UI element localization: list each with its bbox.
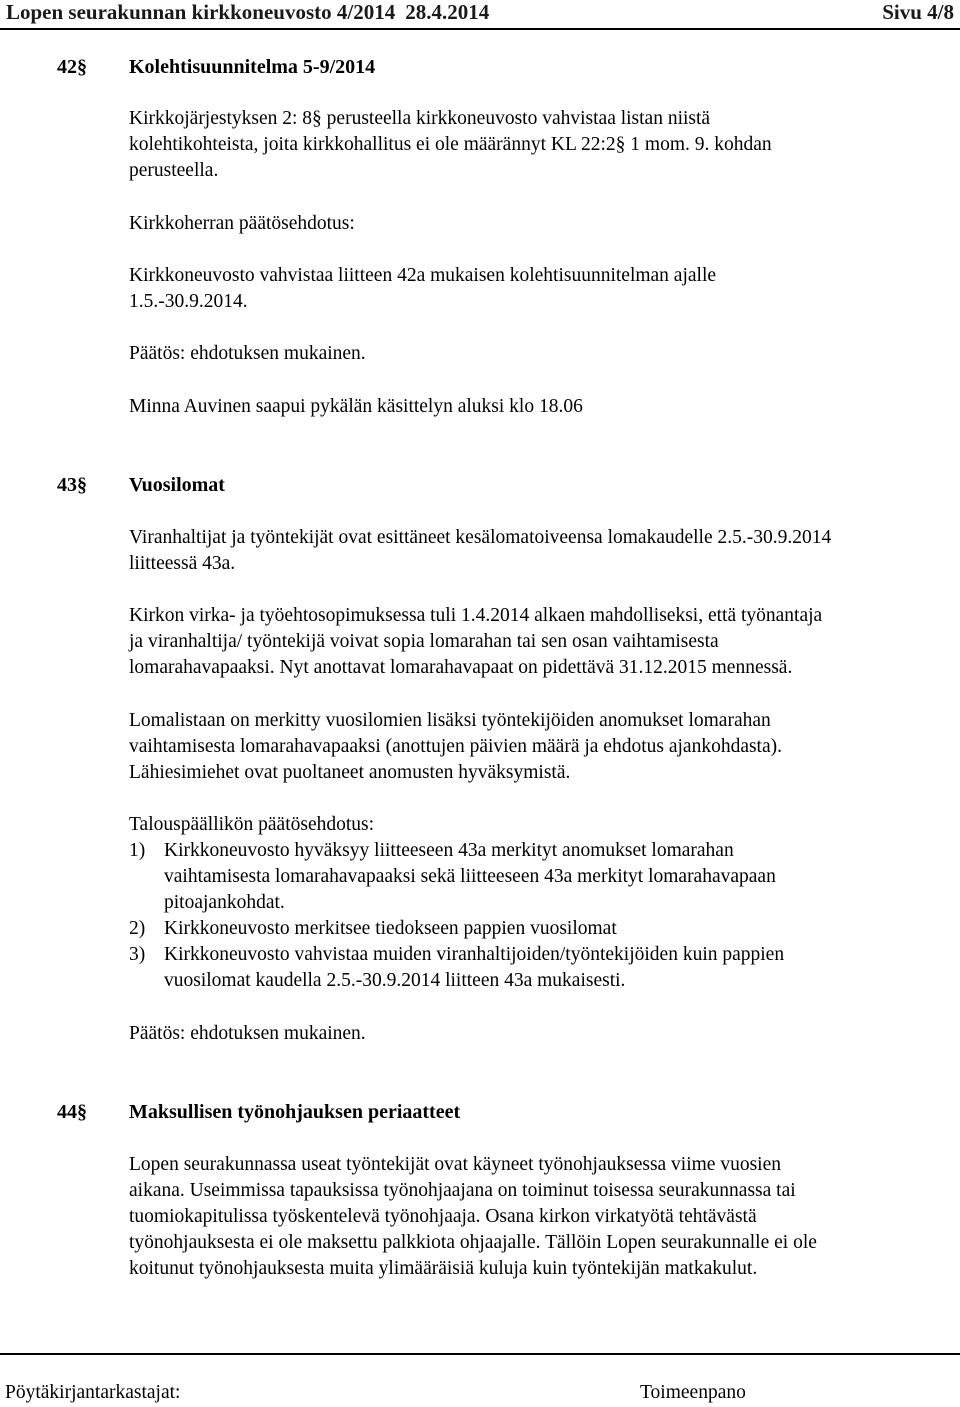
list-item-line: pitoajankohdat. xyxy=(164,892,285,913)
section-42-note: Minna Auvinen saapui pykälän käsittelyn aluksi klo 18.06 xyxy=(129,396,583,417)
section-44-line: Lopen seurakunnassa useat työntekijät ovat käyneet työnohjauksessa viime vuosien xyxy=(129,1154,782,1175)
section-43-line: vaihtamisesta lomarahavapaaksi (anottujen päivien määrä ja ehdotus ajankohdasta). xyxy=(129,736,783,757)
list-item-line: Kirkkoneuvosto hyväksyy liitteeseen 43a merkityt anomukset lomarahan xyxy=(164,840,734,861)
section-43-line: Lomalistaan on merkitty vuosilomien lisäksi työntekijöiden anomukset lomarahan xyxy=(129,710,771,731)
footer-rule xyxy=(0,1353,960,1355)
page-header xyxy=(0,0,960,30)
section-43-line: Viranhaltijat ja työntekijät ovat esittäneet kesälomatoiveensa lomakaudelle 2.5.-30.9.2014 xyxy=(129,527,832,548)
section-43-line: liitteessä 43a. xyxy=(129,553,236,574)
section-42-line: kolehtikohteista, joita kirkkohallitus ei ole määrännyt KL 22:2§ 1 mom. 9. kohdan xyxy=(129,134,772,155)
header-title-group xyxy=(6,0,489,25)
section-43-line: Lähiesimiehet ovat puoltaneet anomusten hyväksymistä. xyxy=(129,762,571,783)
section-44-title: Maksullisen työnohjauksen periaatteet xyxy=(129,1101,461,1123)
section-42-title: Kolehtisuunnitelma 5-9/2014 xyxy=(129,56,376,78)
header-page-number: Sivu 4/8 xyxy=(882,0,954,24)
section-43-number: 43§ xyxy=(57,474,87,496)
section-42-number: 42§ xyxy=(57,56,87,78)
section-43-line: lomarahavapaaksi. Nyt anottavat lomarahavapaat on pidettävä 31.12.2015 mennessä. xyxy=(129,657,793,678)
section-44-number: 44§ xyxy=(57,1101,87,1123)
section-42-line: Kirkkojärjestyksen 2: 8§ perusteella kirkkoneuvosto vahvistaa listan niistä xyxy=(129,108,711,129)
proposal-heading: Kirkkoherran päätösehdotus: xyxy=(129,213,355,234)
section-43-line: ja viranhaltija/ työntekijä voivat sopia lomarahan tai sen osan vaihtamisesta xyxy=(129,631,719,652)
list-item-line: vaihtamisesta lomarahavapaaksi sekä liitteeseen 43a merkityt lomarahavapaan xyxy=(164,866,776,887)
list-item-number: 3) xyxy=(129,944,146,965)
footer-implementation-label: Toimeenpano xyxy=(640,1382,746,1403)
section-43-line: Kirkon virka- ja työehtosopimuksessa tuli 1.4.2014 alkaen mahdolliseksi, että työnantaja xyxy=(129,605,823,626)
proposal-heading: Talouspäällikön päätösehdotus: xyxy=(129,814,375,835)
section-42-line: Kirkkoneuvosto vahvistaa liitteen 42a mukaisen kolehtisuunnitelman ajalle xyxy=(129,265,717,286)
section-42-line: 1.5.-30.9.2014. xyxy=(129,291,248,312)
list-item-line: Kirkkoneuvosto vahvistaa muiden viranhaltijoiden/työntekijöiden kuin pappien xyxy=(164,944,785,965)
footer-reviewers-label: Pöytäkirjantarkastajat: xyxy=(5,1382,181,1403)
list-item-line: Kirkkoneuvosto merkitsee tiedokseen pappien vuosilomat xyxy=(164,918,617,939)
section-44-line: koitunut työnohjauksesta muita ylimääräisiä kuluja kuin työntekijän matkakulut. xyxy=(129,1258,758,1279)
header-date: 28.4.2014 xyxy=(405,0,490,24)
section-44-line: työnohjauksesta ei ole maksettu palkkiota ohjaajalle. Tällöin Lopen seurakunnalle ei ole xyxy=(129,1232,817,1253)
header-rule xyxy=(0,28,960,30)
decision-text: Päätös: ehdotuksen mukainen. xyxy=(129,343,366,364)
decision-text: Päätös: ehdotuksen mukainen. xyxy=(129,1023,366,1044)
list-item-number: 2) xyxy=(129,918,146,939)
list-item-line: vuosilomat kaudella 2.5.-30.9.2014 liitteen 43a mukaisesti. xyxy=(164,970,626,991)
header-title: Lopen seurakunnan kirkkoneuvosto 4/2014 xyxy=(6,0,396,24)
section-44-line: aikana. Useimmissa tapauksissa työnohjaajana on toiminut toisessa seurakunnassa tai xyxy=(129,1180,796,1201)
section-43-title: Vuosilomat xyxy=(129,474,225,496)
section-42-line: perusteella. xyxy=(129,160,219,181)
list-item-number: 1) xyxy=(129,840,146,861)
section-44-line: tuomiokapitulissa työskentelevä työnohjaaja. Osana kirkon virkatyötä tehtävästä xyxy=(129,1206,757,1227)
